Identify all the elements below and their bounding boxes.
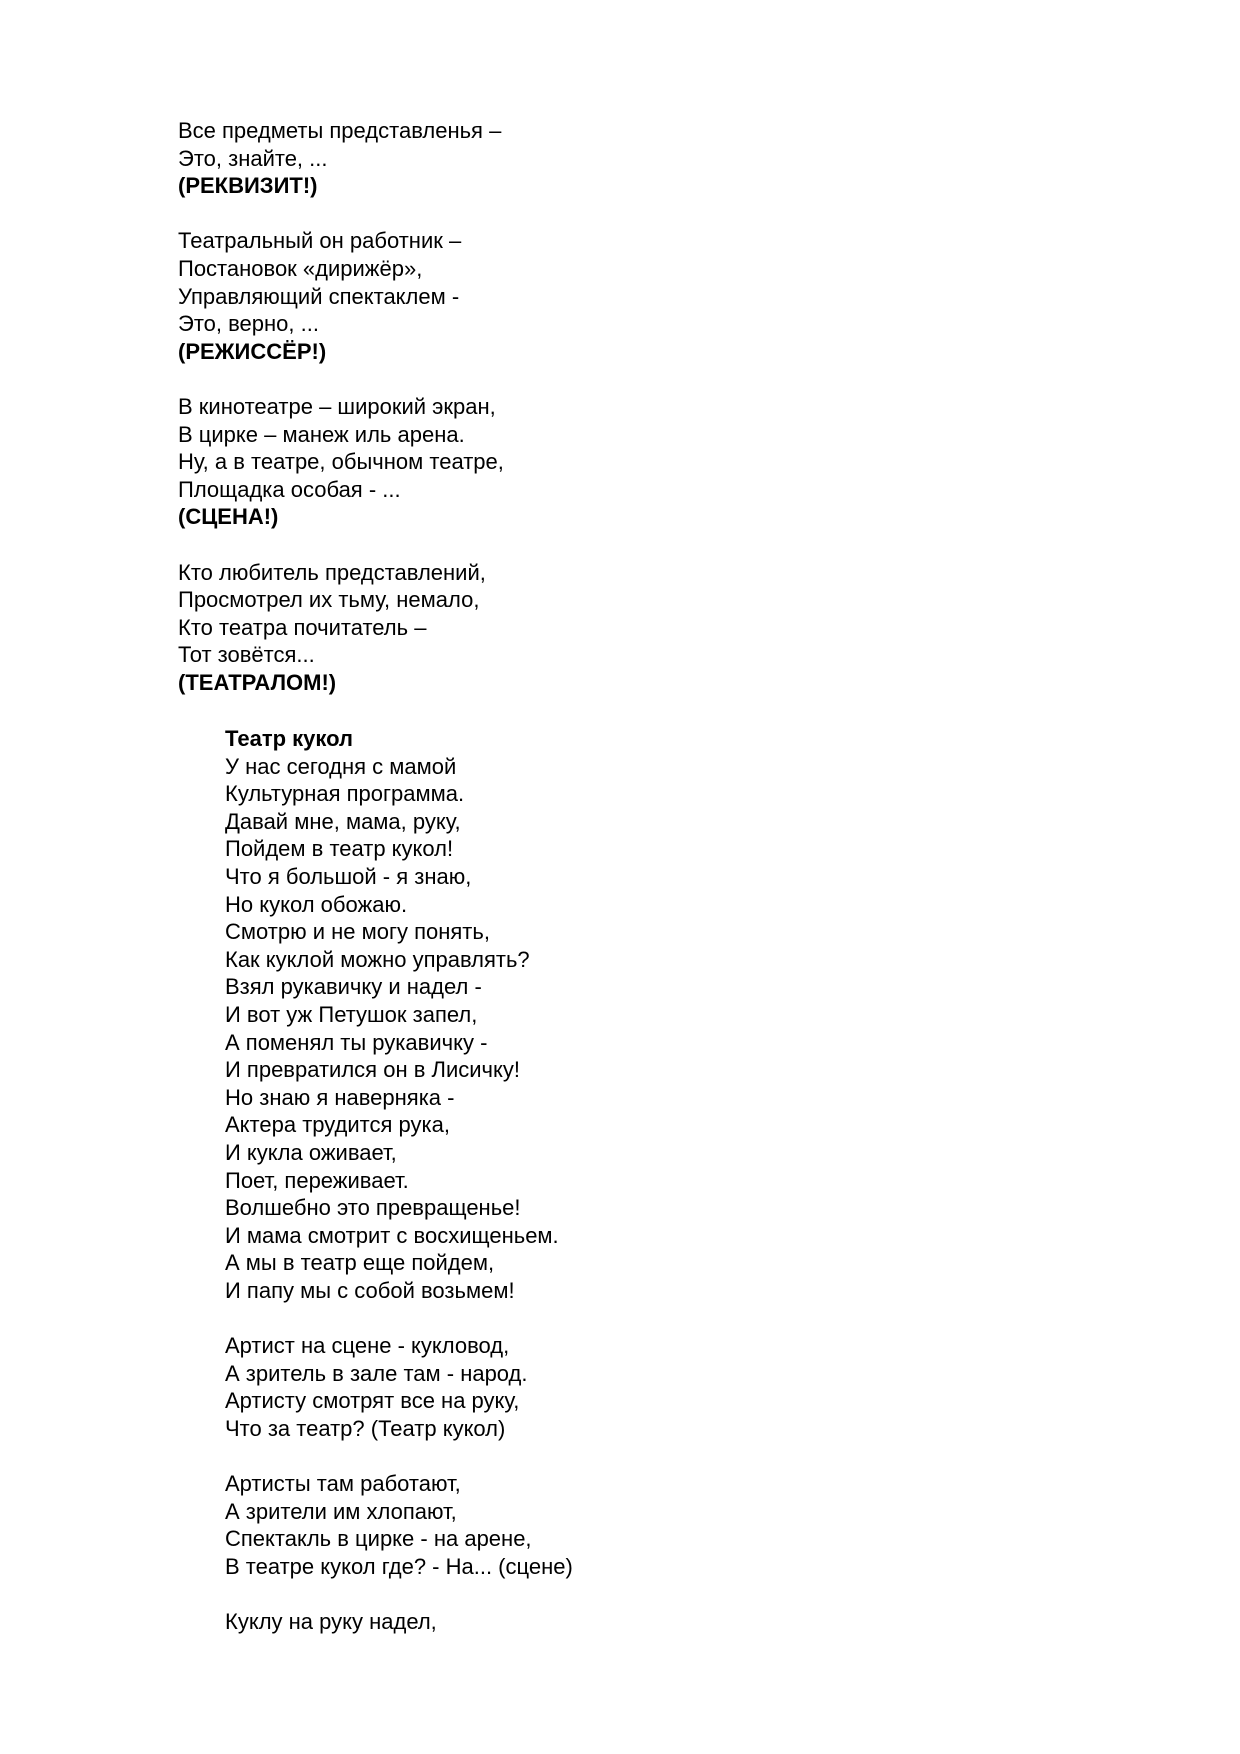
riddle-line: Это, знайте, ... bbox=[178, 145, 328, 171]
riddle bbox=[178, 117, 1078, 200]
poem-line: Давай мне, мама, руку, bbox=[225, 808, 461, 834]
riddle-answer: (СЦЕНА!) bbox=[178, 504, 279, 530]
riddle-line: Ну, а в театре, обычном театре, bbox=[178, 449, 504, 475]
poem-title: Театр кукол bbox=[225, 726, 353, 751]
riddle-line: Кто театра почитатель – bbox=[178, 614, 427, 640]
stanza-gap bbox=[225, 1580, 1125, 1608]
riddle bbox=[178, 227, 1078, 365]
poem-line: Как куклой можно управлять? bbox=[225, 946, 530, 972]
poem-line: Культурная программа. bbox=[225, 781, 465, 807]
poem-line: Артист на сцене - кукловод, bbox=[225, 1333, 510, 1359]
poem-line: Поет, переживает. bbox=[225, 1167, 409, 1193]
poem-line: Волшебно это превращенье! bbox=[225, 1195, 521, 1221]
poem-line: Куклу на руку надел, bbox=[225, 1609, 437, 1634]
riddle-line: Кто любитель представлений, bbox=[178, 559, 486, 585]
poem-stanza bbox=[225, 1470, 1125, 1580]
poem-line: И превратился он в Лисичку! bbox=[225, 1057, 520, 1083]
poem-line: А поменял ты рукавичку - bbox=[225, 1029, 488, 1055]
poem-stanza bbox=[225, 753, 1125, 1305]
poem-stanza bbox=[225, 1608, 1125, 1636]
riddle-line: Постановок «дирижёр», bbox=[178, 255, 423, 281]
stanza-gap bbox=[225, 1442, 1125, 1470]
riddle-line: Управляющий спектаклем - bbox=[178, 283, 460, 309]
poem-stanza bbox=[225, 1332, 1125, 1442]
riddle-answer: (РЕКВИЗИТ!) bbox=[178, 173, 318, 199]
stanza-gap bbox=[225, 1304, 1125, 1332]
riddle-line: Это, верно, ... bbox=[178, 311, 319, 337]
poem-line: А мы в театр еще пойдем, bbox=[225, 1250, 495, 1276]
poem-line: В театре кукол где? - На... (сцене) bbox=[225, 1553, 573, 1579]
riddle bbox=[178, 393, 1078, 531]
poem-line: Артисты там работают, bbox=[225, 1471, 461, 1497]
poem-line: Но кукол обожаю. bbox=[225, 891, 408, 917]
poem-line: Артисту смотрят все на руку, bbox=[225, 1388, 520, 1414]
poem-line: Актера трудится рука, bbox=[225, 1112, 450, 1138]
riddle bbox=[178, 559, 1078, 697]
stanza-gap bbox=[178, 365, 1078, 393]
riddle-line: Тот зовётся... bbox=[178, 642, 315, 668]
riddle-line: Площадка особая - ... bbox=[178, 476, 401, 502]
poem-line: А зрители им хлопают, bbox=[225, 1498, 457, 1524]
riddle-line: Театральный он работник – bbox=[178, 228, 462, 254]
poem-line: А зритель в зале там - народ. bbox=[225, 1360, 528, 1386]
poem-line: Смотрю и не могу понять, bbox=[225, 919, 490, 945]
poem-line: Спектакль в цирке - на арене, bbox=[225, 1526, 532, 1552]
poem-line: И кукла оживает, bbox=[225, 1139, 397, 1165]
poem-line: Что за театр? (Театр кукол) bbox=[225, 1415, 506, 1441]
riddle-line: Просмотрел их тьму, немало, bbox=[178, 587, 480, 613]
poem-line: И вот уж Петушок запел, bbox=[225, 1001, 478, 1027]
poem-line: Что я большой - я знаю, bbox=[225, 863, 472, 889]
riddle-line: В цирке – манеж иль арена. bbox=[178, 421, 465, 447]
riddle-answer: (ТЕАТРАЛОМ!) bbox=[178, 669, 337, 695]
stanza-gap bbox=[178, 200, 1078, 228]
riddles-section bbox=[178, 117, 1078, 696]
poem-line: И мама смотрит с восхищеньем. bbox=[225, 1222, 559, 1248]
poem-line: Но знаю я наверняка - bbox=[225, 1084, 455, 1110]
stanza-gap bbox=[178, 531, 1078, 559]
riddle-answer: (РЕЖИССЁР!) bbox=[178, 338, 327, 364]
poem-line: Взял рукавичку и надел - bbox=[225, 974, 482, 1000]
riddle-line: В кинотеатре – широкий экран, bbox=[178, 393, 496, 419]
poem-line: Пойдем в театр кукол! bbox=[225, 836, 454, 862]
poem-line: У нас сегодня с мамой bbox=[225, 753, 457, 779]
poem-section bbox=[225, 725, 1125, 1636]
riddle-line: Все предметы представленья – bbox=[178, 118, 502, 143]
poem-line: И папу мы с собой возьмем! bbox=[225, 1277, 515, 1303]
